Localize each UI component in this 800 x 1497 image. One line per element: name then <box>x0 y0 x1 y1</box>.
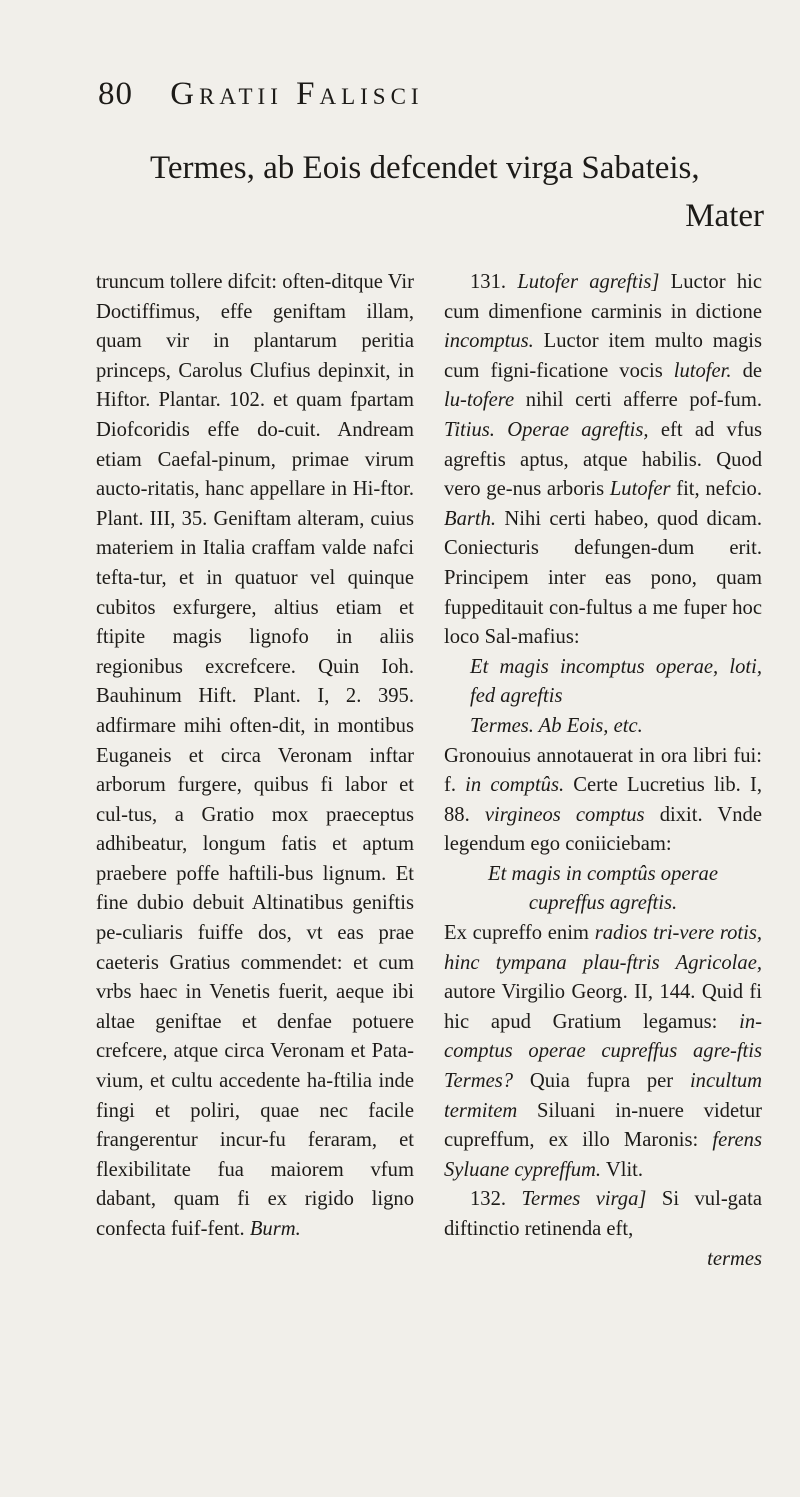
quote-conjecture: Et magis in comptûs operae cupreffus agreftis. <box>488 862 718 915</box>
catchword: termes <box>707 1247 762 1270</box>
running-head <box>98 76 658 113</box>
note-131-end: Ex cupreffo enim radios tri-vere rotis, hinc tympana plau-ftris Agricolae, autore Virgilio Georg. II, 144. Quid fi hic apud Gratium legamus: in-comptus operae cupreffus agre-ftis Termes? Quia fupra per incultum termitem Siluani in-nuere videtur cupreffum, ex illo Maronis: ferens Syluane cypreffum. Vlit. <box>444 922 763 1181</box>
note-131-cont: Gronouius annotauerat in ora libri fui: f. in comptûs. Certe Lucretius lib. I, 88. virgineos comptus dixit. Vnde legendum ego coniiciebam: <box>444 744 762 856</box>
page-number: 80 <box>98 76 133 112</box>
commentary-right-column <box>444 268 762 1274</box>
note-131: 131. Lutofer agreftis] Luctor hic cum dimenfione carminis in dictione incomptus. Luctor item multo magis cum figni-ficatione vocis lutofer. de lu-tofere nihil certi afferre pof-fum. Titius. Operae agreftis, eft ad vfus agreftis aptus, atque habilis. Quod vero ge-nus arboris Lutofer fit, nefcio. Barth. Nihi certi habeo, quod dicam. Coniecturis defungen-dum erit. Principem inter eas pono, quam fuppeditauit con-fultus a me fuper hoc loco Sal-mafius: <box>444 271 763 649</box>
quote-salmasius: Et magis incomptus operae, loti, fed agreftis Termes. Ab Eois, etc. <box>470 655 762 737</box>
verse-line-continuation: Mater <box>685 198 764 234</box>
running-head-author: Gratii Falisci <box>170 76 424 112</box>
note-132: 132. Termes virga] Si vul-gata diftinctio retinenda eft, <box>444 1188 762 1240</box>
commentary-text: truncum tollere difcit: often-ditque Vir Doctiffimus, effe geniftam illam, quam vir in plantarum peritia princeps, Carolus Clufius depinxit, in Hiftor. Plantar. 102. et quam fpartam Diofcoridis effe do-cuit. Andream etiam Caefal-pinum, primae virum aucto-ritatis, hanc appellare in Hi-ftor. Plant. III, 35. Geniftam alteram, cuius materiem in Italia craffam valde nafci tefta-tur, et in quatuor vel quinque cubitos exfurgere, altius etiam et ftipite magis lignofo in aliis regionibus excrefcere. Quin Ioh. Bauhinum Hift. Plant. I, 2. 395. adfirmare mihi often-dit, in montibus Euganeis et circa Veronam inftar arborum furgere, quibus fi labor et cul-tus, a Gratio mox praeceptus adhibeatur, longum fatis et aptum praebere poffe haftili-bus lignum. Et fine dubio debuit Altinatibus geniftis pe-culiaris fuiffe dos, vt eas prae caeteris Gratius commendet: et cum vrbs haec in Venetis fuerit, aeque ibi altae geniftae et denfae potuere crefcere, atque circa Veronam et Pata-vium, et cultu accedente ha-ftilia inde fingi et poliri, quae nec facile frangerentur incur-fu feraram, et flexibilitate fua maiorem vfum dabant, quam fi ex rigido ligno confecta fuif-fent. Burm. <box>96 271 414 1240</box>
commentary-left-column <box>96 268 414 1245</box>
signature: Burm. <box>249 1218 301 1240</box>
verse-line: Termes, ab Eois defcendet virga Sabateis, <box>150 150 700 186</box>
